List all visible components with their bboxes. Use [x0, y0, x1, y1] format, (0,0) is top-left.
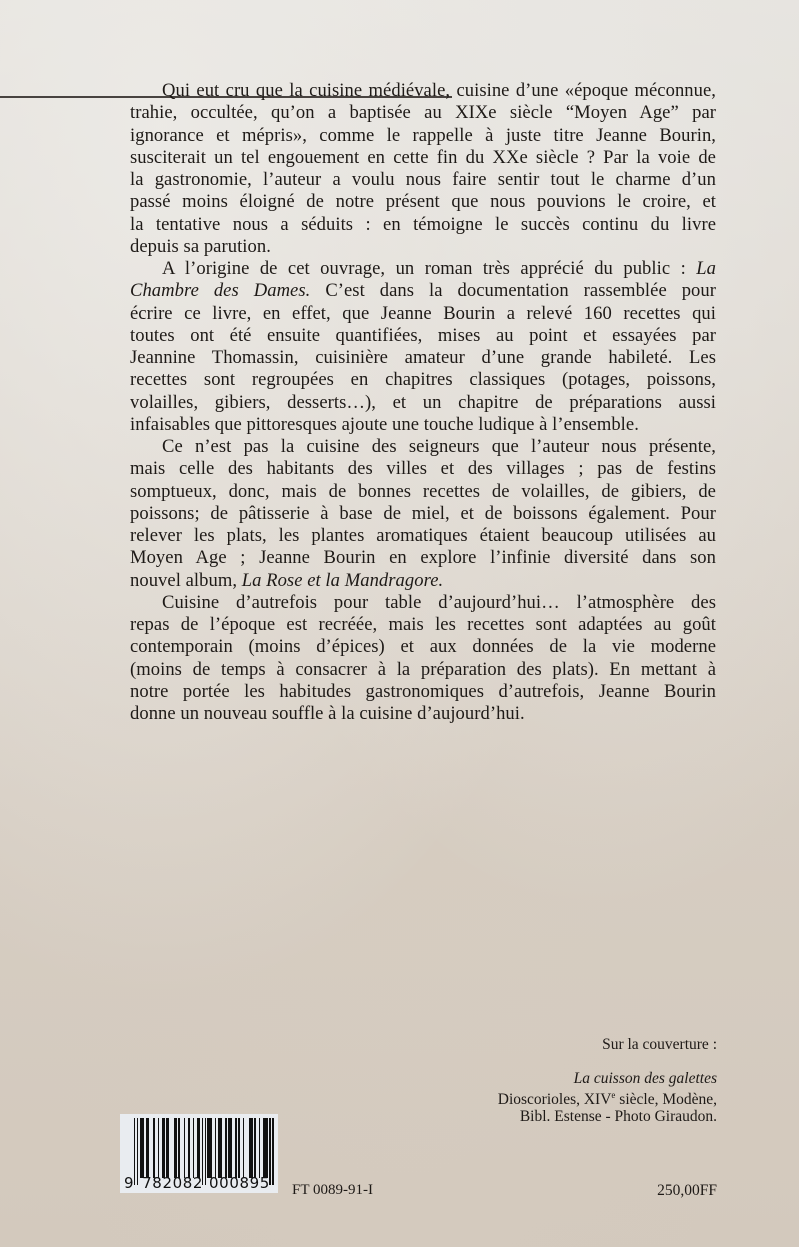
text-line: susciterait un tel engouement en cette fin du XXe siècle ? Par la voie de [130, 146, 716, 168]
cover-credit-heading: Sur la couverture : [602, 1036, 717, 1053]
text-line: (moins de temps à consacrer à la préparation des plats). En mettant à [130, 658, 716, 680]
text-line: relever les plats, les plantes aromatiques étaient beaucoup utilisées au [130, 525, 716, 546]
text-line: volailles, gibiers, desserts…), et un chapitre de préparations aussi [130, 391, 716, 413]
text-line: Qui eut cru que la cuisine médiévale, cuisine d’une «époque méconnue, [162, 80, 716, 101]
text-line: notre portée les habitudes gastronomiques d’autrefois, Jeanne Bourin [130, 680, 716, 702]
text-line: mais celle des habitants des villes et des villages ; pas de festins [130, 458, 716, 480]
paragraph-4 [130, 592, 716, 726]
artwork-source: Dioscorioles, XIVe siècle, Modène, [497, 1090, 717, 1109]
book-title-italic: La [696, 258, 716, 279]
text-line: contemporain (moins d’épices) et aux données de la vie moderne [130, 636, 716, 658]
text-line: depuis sa parution. [130, 235, 271, 257]
text-line: Cuisine d’autrefois pour table d’aujourd’hui… l’atmosphère des [162, 591, 716, 613]
barcode-bars [134, 1118, 274, 1178]
text-line: écrire ce livre, en effet, que Jeanne Bourin a relevé 160 recettes qui [130, 302, 716, 324]
paragraph-2 [130, 258, 716, 436]
text-line: ignorance et mépris», comme le rappelle à juste titre Jeanne Bourin, [130, 124, 716, 146]
text-line: Jeannine Thomassin, cuisinière amateur d’une grande habileté. Les [130, 347, 716, 368]
text-line: nouvel album, La Rose et la Mandragore. [130, 569, 444, 591]
text-line: A l’origine de cet ouvrage, un roman très apprécié du public : La [162, 258, 716, 279]
artwork-title: La cuisson des galettes [573, 1070, 717, 1087]
text-line: la tentative nous a séduits : en témoigne le succès continu du livre [130, 213, 716, 235]
text-line: la gastronomie, l’auteur a voulu nous faire sentir tout le charme d’un [130, 169, 716, 190]
isbn-barcode [120, 1114, 278, 1193]
text-line: trahie, occultée, qu’on a baptisée au XIXe siècle “Moyen Age” par [130, 102, 716, 124]
blurb-text [130, 80, 716, 725]
text-line: Ce n’est pas la cuisine des seigneurs que l’auteur nous présente, [162, 436, 716, 457]
cover-credit [498, 1036, 717, 1125]
photo-credit: Bibl. Estense - Photo Giraudon. [519, 1108, 717, 1126]
barcode-digits: 9 782082 000895 [124, 1174, 270, 1192]
text-line: Moyen Age ; Jeanne Bourin en explore l’infinie diversité dans son [130, 547, 716, 569]
price: 250,00FF [657, 1182, 717, 1199]
text-line: passé moins éloigné de notre présent que nous pouvions le croire, et [130, 191, 716, 213]
paragraph-1 [130, 80, 716, 258]
text-line: poissons; de pâtisserie à base de miel, et de boissons également. Pour [130, 502, 716, 524]
text-line: recettes sont regroupées en chapitres classiques (potages, poissons, [130, 369, 716, 391]
book-title-italic: Chambre des Dames. [130, 280, 311, 302]
text-line: toutes ont été ensuite quantifiées, mises au point et essayées par [130, 324, 716, 346]
text-line: repas de l’époque est recréée, mais les recettes sont adaptées au goût [130, 614, 716, 635]
text-line: donne un nouveau souffle à la cuisine d’aujourd’hui. [130, 703, 525, 724]
text-line: somptueux, donc, mais de bonnes recettes de volailles, de gibiers, de [130, 480, 716, 502]
paragraph-3 [130, 436, 716, 592]
reference-code: FT 0089-91-I [292, 1182, 373, 1198]
book-title-italic: La Rose et la Mandragore. [241, 569, 444, 591]
text-line: infaisables que pittoresques ajoute une touche ludique à l’ensemble. [130, 413, 639, 435]
text-line: Chambre des Dames. C’est dans la documentation rassemblée pour [130, 280, 716, 302]
